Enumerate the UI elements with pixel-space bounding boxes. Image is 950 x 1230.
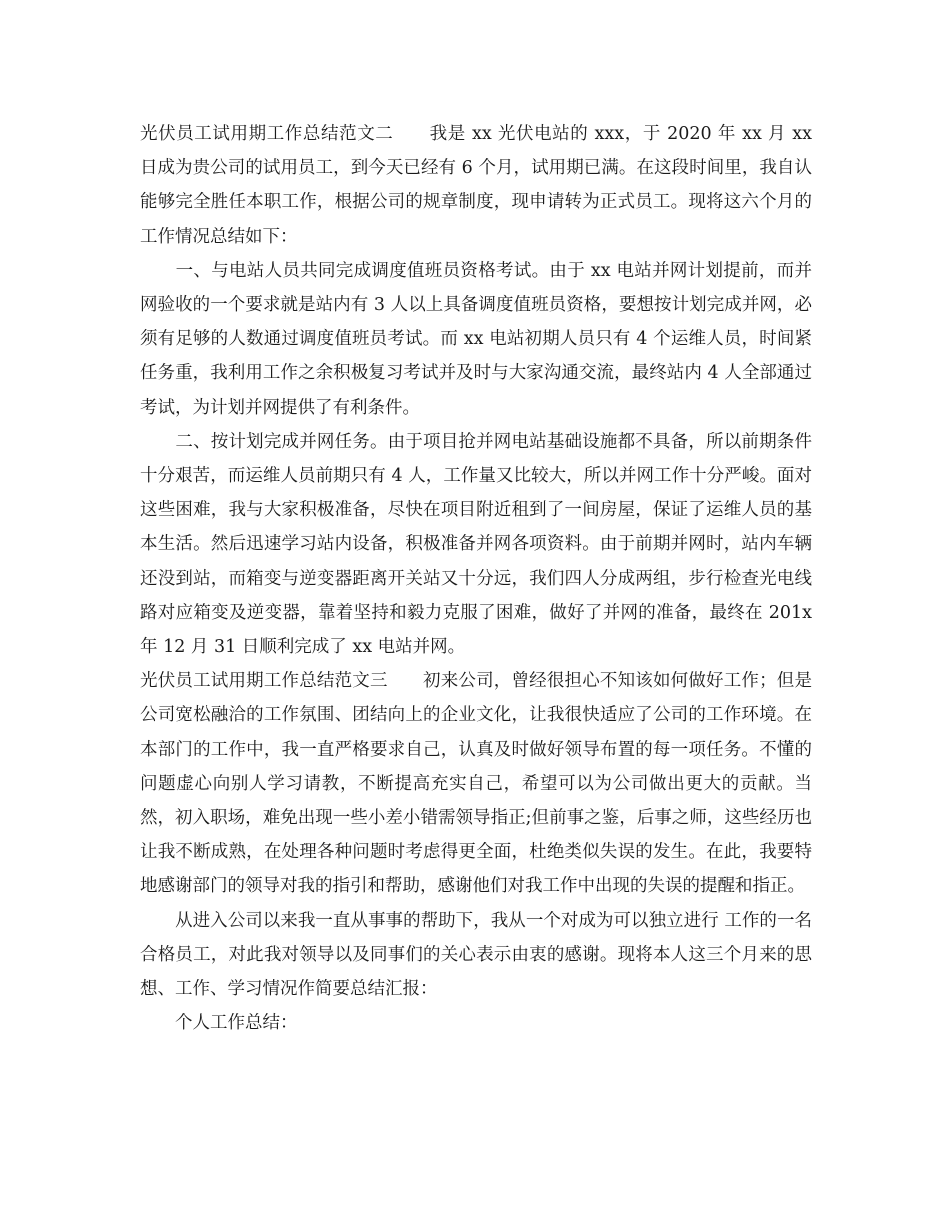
paragraph-gratitude: 从进入公司以来我一直从事事的帮助下，我从一个对成为可以独立进行 工作的一名合格员工，对此我对领导以及同事们的关心表示由衷的感谢。现将本人这三个月来的思想、工作、学习情况作简要总结汇报： xyxy=(140,910,812,1000)
paragraph-personal-summary: 个人工作总结： xyxy=(140,1013,298,1034)
paragraph-exam: 一、与电站人员共同完成调度值班员资格考试。由于 xx 电站并网计划提前，而并网验收的一个要求就是站内有 3 人以上具备调度值班员资格，要想按计划完成并网，必须有足够的人数通过调度值班员考试。而 xx 电站初期人员只有 4 个运维人员，时间紧任务重，我利用工作之余积极复习考试并及时与大家沟通交流，最终站内 4 人全部通过考试，为计划并网提供了有利条件。 xyxy=(140,260,812,418)
paragraph-intro-2: 光伏员工试用期工作总结范文二 我是 xx 光伏电站的 xxx，于 2020 年 xx 月 xx 日成为贵公司的试用员工，到今天已经有 6 个月，试用期已满。在这段时间里，我自认能够完全胜任本职工作，根据公司的规章制度，现申请转为正式员工。现将这六个月的工作情况总结如下： xyxy=(140,124,818,247)
paragraph-intro-3: 光伏员工试用期工作总结范文三 初来公司，曾经很担心不知该如何做好工作；但是公司宽松融洽的工作氛围、团结向上的企业文化，让我很快适应了公司的工作环境。在本部门的工作中，我一直严格要求自己，认真及时做好领导布置的每一项任务。不懂的问题虚心向别人学习请教，不断提高充实自己，希望可以为公司做出更大的贡献。当然，初入职场，难免出现一些小差小错需领导指正;但前事之鉴，后事之师，这些经历也让我不断成熟，在处理各种问题时考虑得更全面，杜绝类似失误的发生。在此，我要特地感谢部门的领导对我的指引和帮助，感谢他们对我工作中出现的失误的提醒和指正。 xyxy=(140,671,812,897)
document-body xyxy=(140,117,818,1040)
paragraph-grid-connection: 二、按计划完成并网任务。由于项目抢并网电站基础设施都不具备，所以前期条件十分艰苦，而运维人员前期只有 4 人，工作量又比较大，所以并网工作十分严峻。面对这些困难，我与大家积极准备，尽快在项目附近租到了一间房屋，保证了运维人员的基本生活。然后迅速学习站内设备，积极准备并网各项资料。由于前期并网时，站内车辆还没到站，而箱变与逆变器距离开关站又十分远，我们四人分成两组，步行检查光电线路对应箱变及逆变器，靠着坚持和毅力克服了困难，做好了并网的准备，最终在 201x 年 12 月 31 日顺利完成了 xx 电站并网。 xyxy=(140,431,818,658)
